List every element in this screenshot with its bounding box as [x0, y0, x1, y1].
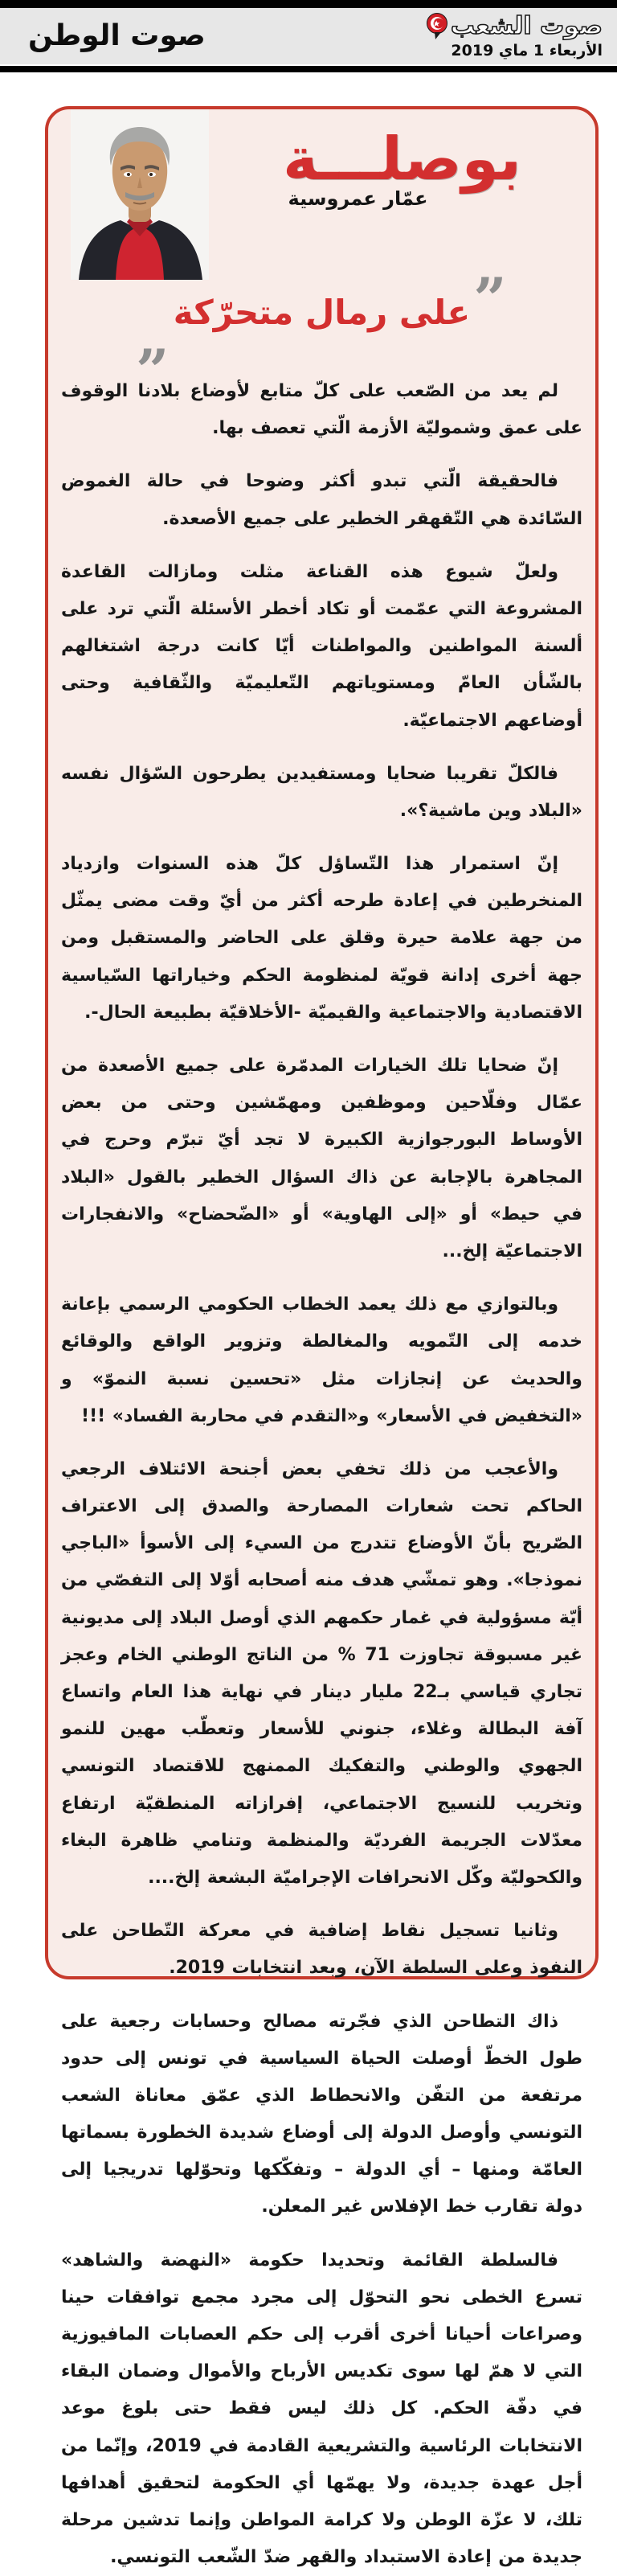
article-paragraph: ذاك التطاحن الذي فجّرته مصالح وحسابات رجعية على طول الخطّ أوصلت الحياة السياسية في تونس إلى حدود مرتفعة من التفّن والانحطاط الذي عمّق معاناة الشعب التونسي وأوصل الدولة إلى أوضاع شديدة الخطورة بسماتها العامّة ومنها – أي الدولة – وتفكّكها وتحوّلها تدريجيا إلى دولة تقارب خط الإفلاس غير المعلن. — [61, 2011, 582, 2217]
author-name: عمّار عمروسية — [288, 187, 428, 211]
masthead-logo — [425, 13, 603, 40]
page-header — [0, 8, 617, 66]
article-paragraph: ولعلّ شيوع هذه القناعة مثلت ومازالت القاعدة المشروعة التي عمّمت أو تكاد أخطر الأسئلة الّتي ترد على ألسنة المواطنين والمواطنات أيّا كانت درجة اشتغالهم بالشّأن العامّ ومستوياتهم التّعليميّة والثّقافية وحتى أوضاعهم الاجتماعيّة. — [61, 561, 582, 731]
masthead-block — [425, 13, 609, 59]
column-title-block — [209, 109, 595, 280]
author-portrait-illustration — [71, 109, 209, 280]
article-paragraph: إنّ استمرار هذا التّساؤل كلّ هذه السنوات وازدياد المنخرطين في إعادة طرحه أكثر من أيّ وقت مضى يمثّل من جهة علامة حيرة وقلق على الحاضر والمستقبل ومن جهة أخرى إدانة قويّة لمنظومة الحكم وخياراتها السّياسية الاقتصادية والاجتماعية والقيميّة -الأخلاقيّة بطبيعة الحال-. — [61, 854, 582, 1023]
masthead-logo-text: صوت الشعب — [450, 12, 603, 40]
article-paragraph: إنّ ضحايا تلك الخيارات المدمّرة على جميع الأصعدة من عمّال وفلّاحين وموظفين ومهمّشين وحتى من بعض الأوساط البورجوازية الكبيرة لا تجد أيّ تبرّم وحرج في المجاهرة بالإجابة عن ذاك السؤال الخطير بالقول «البلاد في حيط» أو «إلى الهاوية» أو «الضّحضاح» والانفجارات الاجتماعيّة إلخ... — [61, 1056, 582, 1261]
article-headline — [48, 265, 595, 371]
article-paragraph: وثانيا تسجيل نقاط إضافية في معركة التّطاحن على النفوذ وعلى السلطة الآن، وبعد انتخابات 2019. — [61, 1921, 582, 1979]
crescent-star-speech-bubble-icon — [425, 13, 449, 40]
article-paragraph: لم يعد من الصّعب على كلّ متابع لأوضاع بلادنا الوقوف على عمق وشموليّة الأزمة الّتي تعصف بها. — [61, 381, 582, 439]
column-header — [48, 109, 595, 280]
article-paragraph: فالحقيقة الّتي تبدو أكثر وضوحا في حالة الغموض السّائدة هي التّقهقر الخطير على جميع الأصعدة. — [61, 471, 582, 529]
top-black-rule — [0, 0, 617, 8]
column-title: بوصلـــة — [283, 125, 521, 194]
issue-date: الأربعاء 1 ماي 2019 — [451, 42, 603, 59]
article-paragraph: والأعجب من ذلك تخفي بعض أجنحة الائتلاف الرجعي الحاكم تحت شعارات المصارحة والصدق إلى الاعتراف الصّريح بأنّ الأوضاع تتدرج من السيء إلى الأسوأ «الباجي نموذجا». وهو تمشّي هدف منه أصحابه أوّلا إلى التفصّي من أيّة مسؤولية في غمار حكمهم الذي أوصل البلاد إلى مديونية غير مسبوقة تجاوزت 71 % من الناتج الوطني الخام وعجز تجاري قياسي بـ22 مليار دينار في نهاية هذا العام واتساع آفة البطالة وغلاء، جنوني للأسعار وتعطّب مهين للنمو الجهوي والوطني والتفكيك الممنهج للاقتصاد التونسي وتخريب للنسيج الاجتماعي، إفرازاته المنطقيّة ارتفاع معدّلات الجريمة الفرديّة والمنظمة وتنامي ظاهرة البغاء والكحوليّة وكّل الانحرافات الإجراميّة البشعة إلخ.... — [61, 1458, 582, 1888]
article-paragraph: وبالتوازي مع ذلك يعمد الخطاب الحكومي الرسمي بإعانة خدمه إلى التّمويه والمغالطة وتزوير الواقع والوقائع والحديث عن إنجازات مثل «تحسين نسبة النموّ» و «التخفيض في الأسعار» و«التقدم في محاربة الفساد» !!! — [61, 1294, 582, 1426]
article-paragraph: فالكلّ تقريبا ضحايا ومستفيدين يطرحون السّؤال نفسه «البلاد وين ماشية؟». — [61, 763, 582, 821]
article-paragraph: فالسلطة القائمة وتحديدا حكومة «النهضة والشاهد» تسرع الخطى نحو التحوّل إلى مجرد مجمع توافقات حينا وصراعات أحيانا أخرى أقرب إلى حكم العصابات المافيوزية التي لا همّ لها سوى تكديس الأرباح والأموال وضمان البقاء في دفّة الحكم. كل ذلك ليس فقط حتى بلوغ موعد الانتخابات الرئاسية والتشريعية القادمة في 2019، وإنّما من أجل عهدة جديدة، ولا يهمّها أي الحكومة لتحقيق أهدافها تلك، لا عزّة الوطن ولا كرامة المواطن وإنما تدشين مرحلة جديدة من إعادة الاستبداد والقهر ضدّ الشّعب التونسي. — [61, 2250, 582, 2568]
author-photo — [71, 109, 209, 280]
opinion-column-box — [45, 106, 599, 2568]
close-quote-icon: „ — [137, 303, 170, 371]
header-black-rule — [0, 66, 617, 72]
article-body — [48, 362, 595, 2576]
section-title: صوت الوطن — [28, 19, 206, 52]
open-quote-icon: ” — [473, 265, 507, 333]
headline-text: على رمال متحرّكة — [173, 293, 471, 332]
